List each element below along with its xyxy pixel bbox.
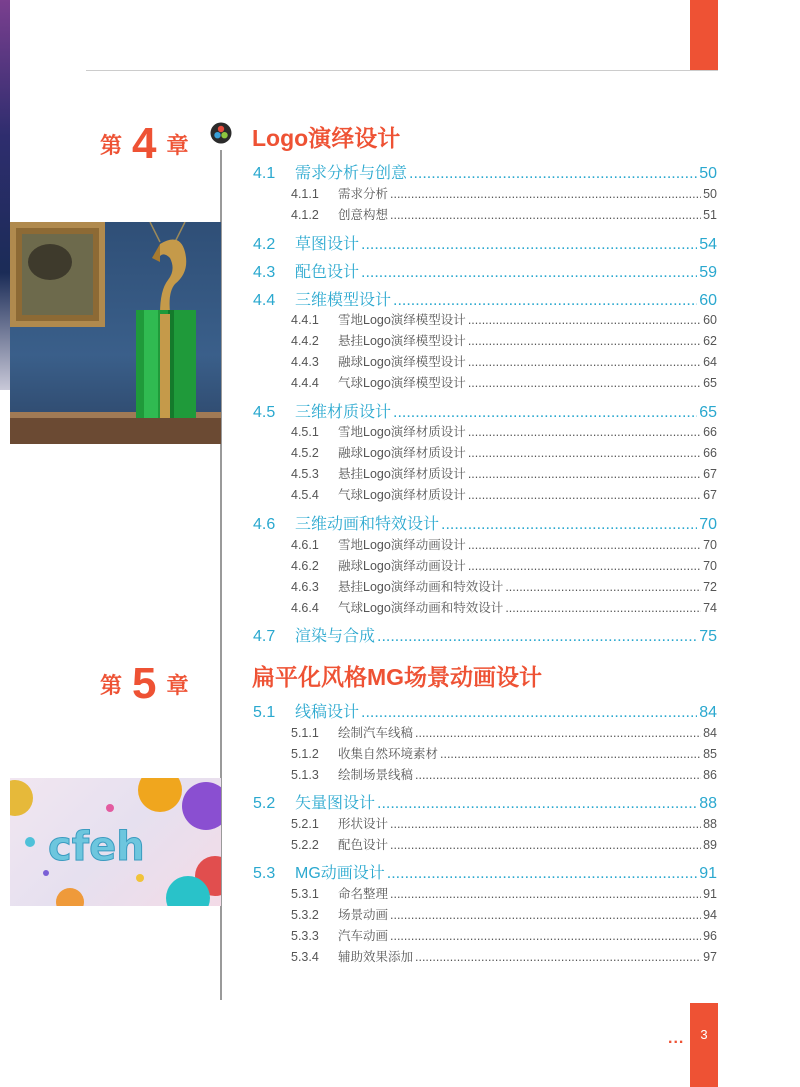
toc-entry-page: 51 <box>703 208 717 222</box>
toc-entry-number: 4.5.2 <box>291 446 319 460</box>
toc-section-entry[interactable] <box>253 259 717 282</box>
cfeh-balloon-text: cfeh <box>48 824 145 870</box>
chapter-number: 5 <box>132 659 157 708</box>
toc-entry-page: 65 <box>703 376 717 390</box>
toc-entry-number: 4.4.2 <box>291 334 319 348</box>
toc-entry-title: 三维动画和特效设计 <box>295 516 440 533</box>
toc-leader-dots <box>505 580 701 594</box>
toc-entry-title: 气球Logo演绎动画和特效设计 <box>338 601 504 615</box>
toc-entry-number: 5.1.1 <box>291 726 319 740</box>
toc-entry-number: 5.3.1 <box>291 887 319 901</box>
toc-section-entry[interactable] <box>253 699 717 722</box>
toc-entry-number: 4.5 <box>253 404 276 421</box>
toc-entry-page: 67 <box>703 467 717 481</box>
toc-entry-number: 4.1.1 <box>291 187 319 201</box>
toc-entry-title: 融球Logo演绎模型设计 <box>338 355 466 369</box>
chapter-suffix: 章 <box>166 132 189 158</box>
toc-entry-title: 雪地Logo演绎动画设计 <box>338 538 466 552</box>
left-edge-image-strip <box>0 0 10 390</box>
toc-entry-title: 需求分析与创意 <box>295 165 408 182</box>
toc-leader-dots <box>390 929 701 943</box>
chapter-4-label <box>100 119 189 168</box>
toc-entry-title: 气球Logo演绎材质设计 <box>338 488 466 502</box>
toc-subsection-entry[interactable] <box>291 184 717 202</box>
toc-entry-number: 4.5.1 <box>291 425 319 439</box>
toc-entry-title: 线稿设计 <box>295 704 360 721</box>
toc-leader-dots <box>468 355 701 369</box>
toc-leader-dots <box>387 865 697 883</box>
toc-entry-title: MG动画设计 <box>295 865 385 882</box>
toc-entry-page: 84 <box>703 726 717 740</box>
toc-leader-dots <box>390 208 701 222</box>
toc-entry-title: 矢量图设计 <box>295 795 376 812</box>
chapter-5-title: 扁平化风格MG场景动画设计 <box>252 664 543 690</box>
toc-section-entry[interactable] <box>253 231 717 254</box>
toc-entry-number: 4.4.4 <box>291 376 319 390</box>
toc-entry-page: 65 <box>699 404 717 421</box>
toc-leader-dots <box>390 817 701 831</box>
toc-entry-number: 4.5.4 <box>291 488 319 502</box>
toc-entry-page: 60 <box>699 292 717 309</box>
toc-entry-page: 60 <box>703 313 717 327</box>
toc-entry-page: 85 <box>703 747 717 761</box>
toc-leader-dots <box>377 795 697 813</box>
toc-leader-dots <box>468 425 701 439</box>
toc-entry-title: 气球Logo演绎模型设计 <box>338 376 466 390</box>
toc-subsection-entry[interactable] <box>291 535 717 553</box>
toc-entry-number: 5.3 <box>253 865 276 882</box>
toc-subsection-entry[interactable] <box>291 443 717 461</box>
toc-subsection-entry[interactable] <box>291 331 717 349</box>
toc-entry-page: 70 <box>703 559 717 573</box>
toc-entry-number: 4.5.3 <box>291 467 319 481</box>
toc-entry-number: 4.6.2 <box>291 559 319 573</box>
toc-entry-number: 5.1.2 <box>291 747 319 761</box>
toc-leader-dots <box>415 950 701 964</box>
toc-entry-page: 66 <box>703 425 717 439</box>
toc-section-entry[interactable] <box>253 623 717 646</box>
toc-entry-title: 渲染与合成 <box>295 628 376 645</box>
toc-entry-title: 三维材质设计 <box>295 404 392 421</box>
toc-leader-dots <box>468 488 701 502</box>
toc-entry-title: 悬挂Logo演绎材质设计 <box>338 467 466 481</box>
toc-entry-title: 雪地Logo演绎材质设计 <box>338 425 466 439</box>
toc-subsection-entry[interactable] <box>291 310 717 328</box>
toc-entry-number: 4.1.2 <box>291 208 319 222</box>
toc-leader-dots <box>390 887 701 901</box>
toc-entry-number: 5.1.3 <box>291 768 319 782</box>
toc-leader-dots <box>468 467 701 481</box>
toc-subsection-entry[interactable] <box>291 577 717 595</box>
toc-entry-title: 收集自然环境素材 <box>338 747 439 761</box>
toc-entry-title: 需求分析 <box>338 187 389 201</box>
toc-entry-page: 91 <box>699 865 717 882</box>
toc-entry-number: 5.2 <box>253 795 276 812</box>
toc-entry-number: 4.4.3 <box>291 355 319 369</box>
toc-entry-title: 场景动画 <box>338 908 389 922</box>
toc-entry-number: 4.6.1 <box>291 538 319 552</box>
toc-leader-dots <box>468 313 701 327</box>
toc-entry-number: 4.1 <box>253 165 276 182</box>
toc-leader-dots <box>390 187 701 201</box>
toc-entry-title: 创意构想 <box>338 208 389 222</box>
toc-section-entry[interactable] <box>253 860 717 883</box>
toc-entry-page: 70 <box>699 516 717 533</box>
toc-leader-dots <box>505 601 701 615</box>
toc-entry-number: 4.3 <box>253 264 276 281</box>
toc-entry-page: 88 <box>703 817 717 831</box>
toc-leader-dots <box>440 747 701 761</box>
toc-entry-page: 72 <box>703 580 717 594</box>
toc-entry-title: 辅助效果添加 <box>338 950 414 964</box>
toc-entry-page: 94 <box>703 908 717 922</box>
toc-subsection-entry[interactable] <box>291 485 717 503</box>
page-dots: ... <box>668 1030 685 1047</box>
toc-entry-number: 4.4 <box>253 292 276 309</box>
toc-entry-title: 命名整理 <box>338 887 389 901</box>
toc-entry-title: 配色设计 <box>295 264 360 281</box>
horse-sculpture-photo <box>10 222 221 444</box>
toc-entry-page: 86 <box>703 768 717 782</box>
chapter-number: 4 <box>132 119 157 168</box>
toc-leader-dots <box>361 236 697 254</box>
toc-subsection-entry[interactable] <box>291 884 717 902</box>
toc-section-entry[interactable] <box>253 790 717 813</box>
toc-section-entry[interactable] <box>253 160 717 183</box>
toc-entry-title: 融球Logo演绎动画设计 <box>338 559 466 573</box>
chapter-suffix: 章 <box>166 672 189 698</box>
toc-section-entry[interactable] <box>253 511 717 534</box>
toc-subsection-entry[interactable] <box>291 205 717 223</box>
toc-leader-dots <box>415 768 701 782</box>
toc-subsection-entry[interactable] <box>291 947 717 965</box>
toc-entry-number: 4.4.1 <box>291 313 319 327</box>
toc-entry-number: 5.2.2 <box>291 838 319 852</box>
toc-entry-title: 形状设计 <box>338 817 389 831</box>
toc-entry-number: 5.3.2 <box>291 908 319 922</box>
toc-subsection-entry[interactable] <box>291 765 717 783</box>
toc-leader-dots <box>415 726 701 740</box>
toc-entry-page: 66 <box>703 446 717 460</box>
toc-entry-page: 96 <box>703 929 717 943</box>
top-accent-tab <box>690 0 718 70</box>
toc-entry-page: 70 <box>703 538 717 552</box>
toc-entry-page: 91 <box>703 887 717 901</box>
chapter-5-label <box>100 659 189 708</box>
toc-entry-title: 汽车动画 <box>338 929 389 943</box>
toc-entry-page: 89 <box>703 838 717 852</box>
toc-entry-page: 75 <box>699 628 717 645</box>
chapter-prefix: 第 <box>100 132 123 158</box>
toc-section-entry[interactable] <box>253 399 717 422</box>
balloon-letters-image <box>10 778 221 906</box>
toc-subsection-entry[interactable] <box>291 598 717 616</box>
toc-leader-dots <box>390 908 701 922</box>
toc-entry-page: 97 <box>703 950 717 964</box>
page-number: 3 <box>700 1027 708 1042</box>
toc-leader-dots <box>393 292 697 310</box>
toc-subsection-entry[interactable] <box>291 905 717 923</box>
toc-entry-number: 4.2 <box>253 236 276 253</box>
toc-subsection-entry[interactable] <box>291 422 717 440</box>
toc-entry-number: 4.6.3 <box>291 580 319 594</box>
toc-leader-dots <box>361 264 697 282</box>
toc-entry-title: 草图设计 <box>295 236 360 253</box>
toc-subsection-entry[interactable] <box>291 744 717 762</box>
toc-leader-dots <box>393 404 697 422</box>
resolve-logo-icon <box>210 122 232 144</box>
toc-entry-number: 5.2.1 <box>291 817 319 831</box>
toc-leader-dots <box>390 838 701 852</box>
toc-leader-dots <box>377 628 697 646</box>
toc-entry-number: 5.1 <box>253 704 276 721</box>
toc-leader-dots <box>361 704 697 722</box>
toc-entry-title: 悬挂Logo演绎动画和特效设计 <box>338 580 504 594</box>
toc-subsection-entry[interactable] <box>291 926 717 944</box>
toc-subsection-entry[interactable] <box>291 723 717 741</box>
toc-subsection-entry[interactable] <box>291 373 717 391</box>
toc-leader-dots <box>468 376 701 390</box>
toc-entry-page: 74 <box>703 601 717 615</box>
toc-entry-title: 绘制汽车线稿 <box>338 726 414 740</box>
toc-leader-dots <box>441 516 697 534</box>
toc-entry-number: 5.3.3 <box>291 929 319 943</box>
header-rule <box>86 70 718 71</box>
toc-leader-dots <box>468 538 701 552</box>
toc-subsection-entry[interactable] <box>291 352 717 370</box>
toc-entry-page: 50 <box>703 187 717 201</box>
toc-entry-title: 雪地Logo演绎模型设计 <box>338 313 466 327</box>
toc-entry-page: 67 <box>703 488 717 502</box>
toc-entry-page: 59 <box>699 264 717 281</box>
toc-entry-page: 62 <box>703 334 717 348</box>
toc-entry-number: 5.3.4 <box>291 950 319 964</box>
toc-entry-title: 配色设计 <box>338 838 389 852</box>
toc-entry-page: 84 <box>699 704 717 721</box>
toc-entry-title: 三维模型设计 <box>295 292 392 309</box>
toc-entry-number: 4.6 <box>253 516 276 533</box>
chapter-prefix: 第 <box>100 672 123 698</box>
toc-entry-title: 绘制场景线稿 <box>338 768 414 782</box>
chapter-4-title: Logo演绎设计 <box>252 125 401 151</box>
toc-entry-number: 4.6.4 <box>291 601 319 615</box>
toc-entry-number: 4.7 <box>253 628 276 645</box>
toc-entry-title: 悬挂Logo演绎模型设计 <box>338 334 466 348</box>
toc-section-entry[interactable] <box>253 287 717 310</box>
toc-entry-page: 54 <box>699 236 717 253</box>
toc-leader-dots <box>468 559 701 573</box>
toc-subsection-entry[interactable] <box>291 464 717 482</box>
page-number-tab <box>690 1003 718 1087</box>
toc-entry-page: 50 <box>699 165 717 182</box>
toc-subsection-entry[interactable] <box>291 556 717 574</box>
toc-leader-dots <box>468 334 701 348</box>
toc-entry-title: 融球Logo演绎材质设计 <box>338 446 466 460</box>
toc-leader-dots <box>468 446 701 460</box>
toc-subsection-entry[interactable] <box>291 835 717 853</box>
toc-leader-dots <box>409 165 697 183</box>
toc-entry-page: 88 <box>699 795 717 812</box>
toc-entry-page: 64 <box>703 355 717 369</box>
toc-subsection-entry[interactable] <box>291 814 717 832</box>
